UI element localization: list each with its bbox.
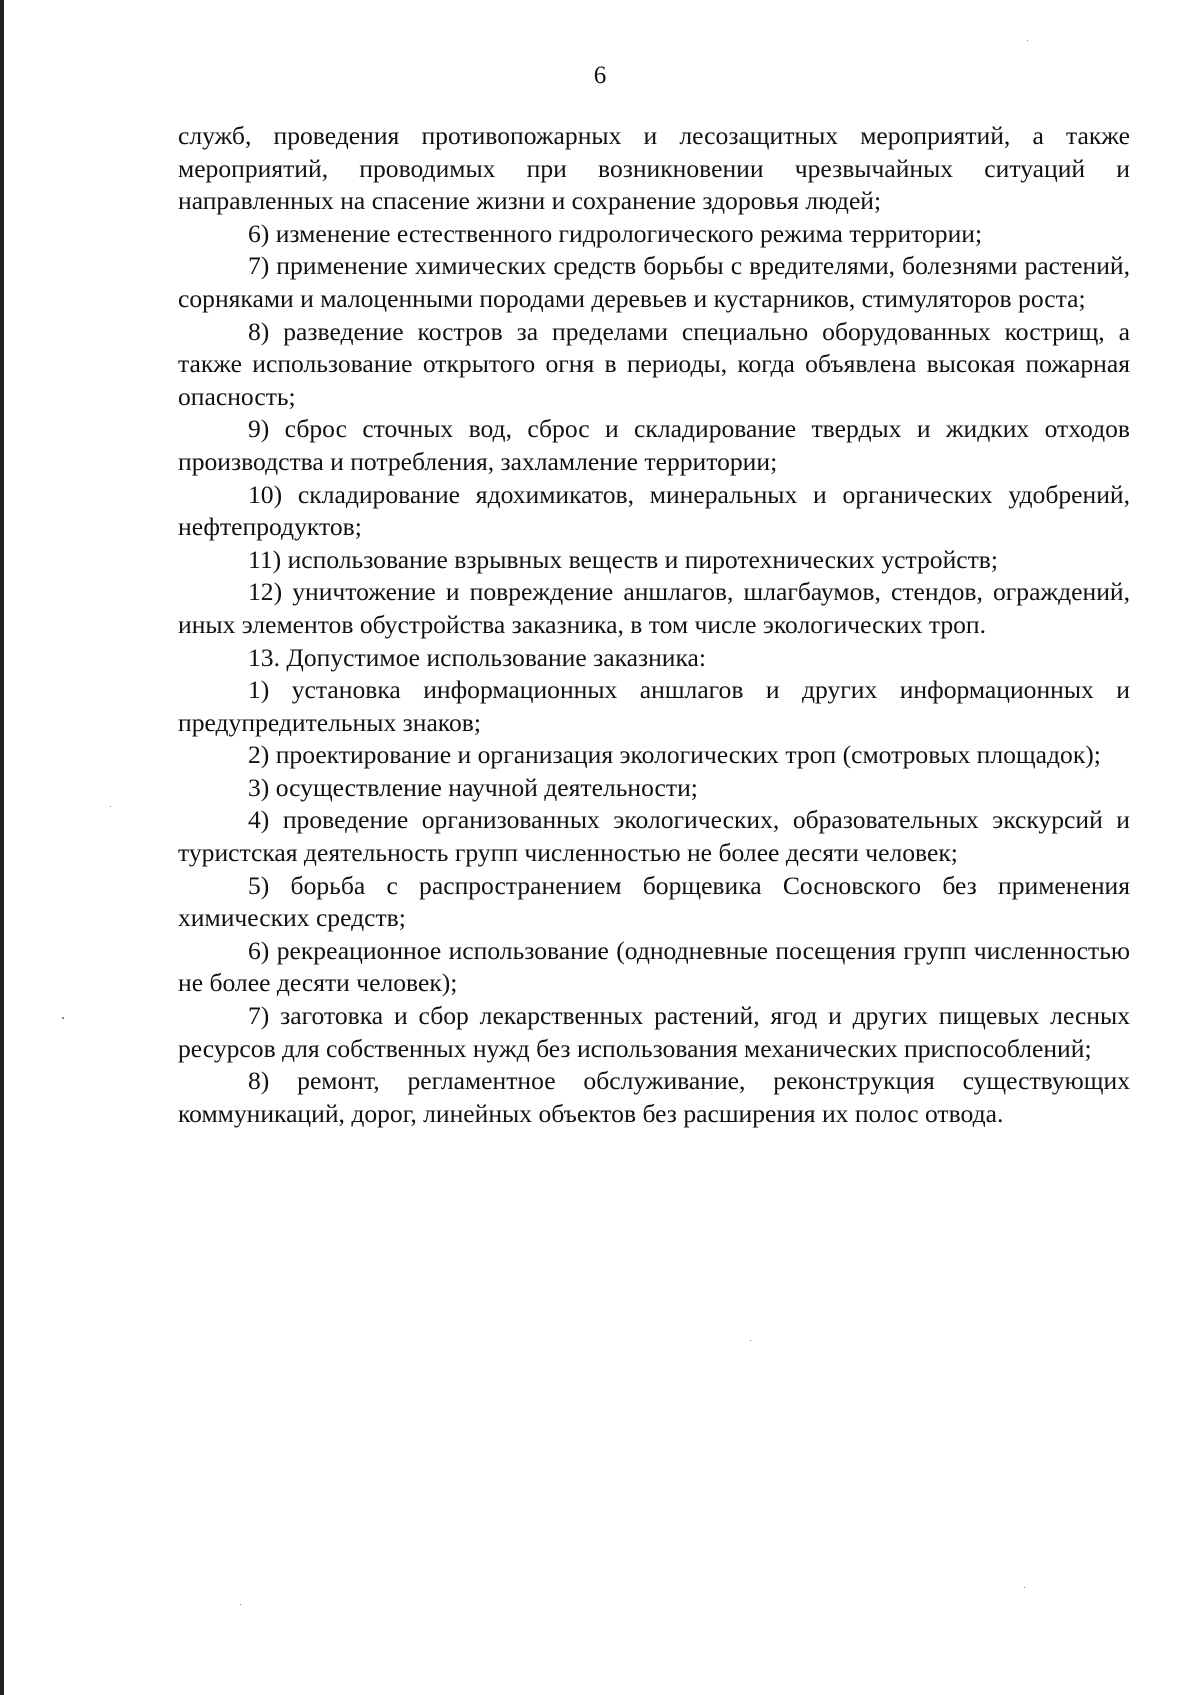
list-item-10: 10) складирование ядохимикатов, минеральных и органических удобрений, нефтепродуктов; [178, 479, 1130, 542]
scan-speck [750, 1340, 751, 1341]
list-item-6: 6) изменение естественного гидрологического режима территории; [248, 218, 983, 248]
allowed-item-5: 5) борьба с распространением борщевика Сосновского без применения химических средств; [178, 870, 1130, 933]
scan-speck [62, 1017, 64, 1019]
paragraph-continuation: служб, проведения противопожарных и лесозащитных мероприятий, а также мероприятий, проводимых при возникновении чрезвычайных ситуаций и направленных на спасение жизни и сохранение здоровья людей; [178, 121, 1130, 216]
list-item-12: 12) уничтожение и повреждение аншлагов, шлагбаумов, стендов, ограждений, иных элементов обустройства заказника, в том числе экологических троп. [178, 577, 1130, 639]
list-item-7: 7) применение химических средств борьбы с вредителями, болезнями растений, сорняками и малоценными породами деревьев и кустарников, стимуляторов роста; [178, 251, 1130, 313]
allowed-item-8: 8) ремонт, регламентное обслуживание, реконструкция существующих коммуникаций, дорог, линейных объектов без расширения их полос отвода. [178, 1066, 1130, 1128]
allowed-item-2: 2) проектирование и организация экологических троп (смотровых площадок); [248, 740, 1101, 770]
list-item-11: 11) использование взрывных веществ и пиротехнических устройств; [248, 544, 999, 574]
allowed-item-3: 3) осуществление научной деятельности; [248, 772, 698, 802]
allowed-item-7: 7) заготовка и сбор лекарственных растений, ягод и других пищевых лесных ресурсов для собственных нужд без использования механических приспособлений; [178, 1001, 1130, 1063]
allowed-item-4: 4) проведение организованных экологических, образовательных экскурсий и туристская деятельность групп численностью не более десяти человек; [178, 805, 1130, 868]
page-number: 6 [593, 62, 607, 89]
scan-speck [1024, 1587, 1025, 1588]
document-body [178, 120, 1130, 1130]
list-item-9: 9) сброс сточных вод, сброс и складирование твердых и жидких отходов производства и потребления, захламление территории; [178, 414, 1130, 476]
section-heading-13: 13. Допустимое использование заказника: [248, 642, 707, 672]
scan-speck [1027, 40, 1028, 41]
scan-speck [240, 1604, 241, 1605]
allowed-item-1: 1) установка информационных аншлагов и других информационных и предупредительных знаков; [178, 675, 1130, 737]
allowed-item-6: 6) рекреационное использование (однодневные посещения групп численностью не более десяти человек); [178, 935, 1130, 998]
list-item-8: 8) разведение костров за пределами специально оборудованных кострищ, а также использование открытого огня в периоды, когда объявлена высокая пожарная опасность; [178, 316, 1130, 411]
scan-edge [0, 0, 4, 1695]
scan-speck [110, 806, 111, 807]
